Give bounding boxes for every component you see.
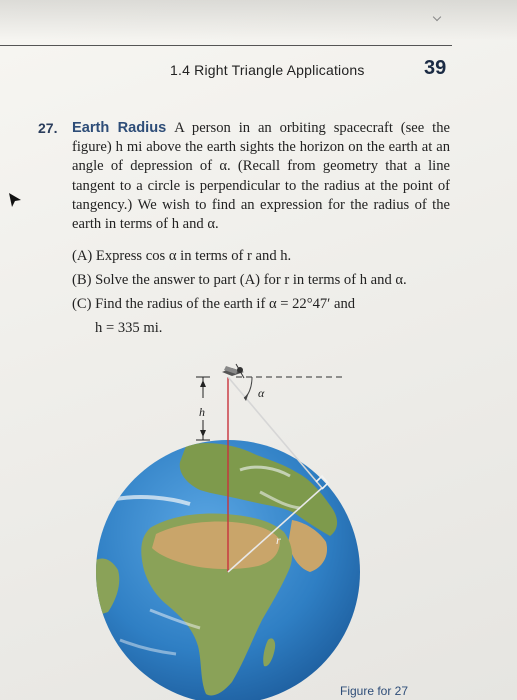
problem-text: A person in an orbiting spacecraft (see the figure) h mi above the earth sights the horizon on the earth at an angle of depression of α. (Recall from geometry that a line tangent to a circle is perpendicular to the radius at the point of tangency.) We wish to find an expression for the radius of the earth in terms of h and α.	[72, 120, 450, 233]
label-alpha: α	[258, 386, 265, 400]
label-r: r	[276, 533, 281, 547]
part-b: (B) Solve the answer to part (A) for r in terms of h and α.	[72, 272, 407, 288]
section-title: 1.4 Right Triangle Applications	[170, 62, 365, 78]
page-number: 39	[424, 57, 447, 79]
label-h: h	[199, 405, 205, 419]
problem-title: Earth Radius	[72, 120, 167, 136]
part-c: (C) Find the radius of the earth if α = 22°47′ and	[72, 296, 356, 312]
spacecraft-icon	[222, 364, 244, 378]
part-c-value-h: h = 335 mi.	[95, 320, 163, 336]
figure-caption: Figure for 27	[340, 684, 409, 698]
problem-number: 27.	[38, 120, 58, 136]
part-a: (A) Express cos α in terms of r and h.	[72, 248, 292, 264]
